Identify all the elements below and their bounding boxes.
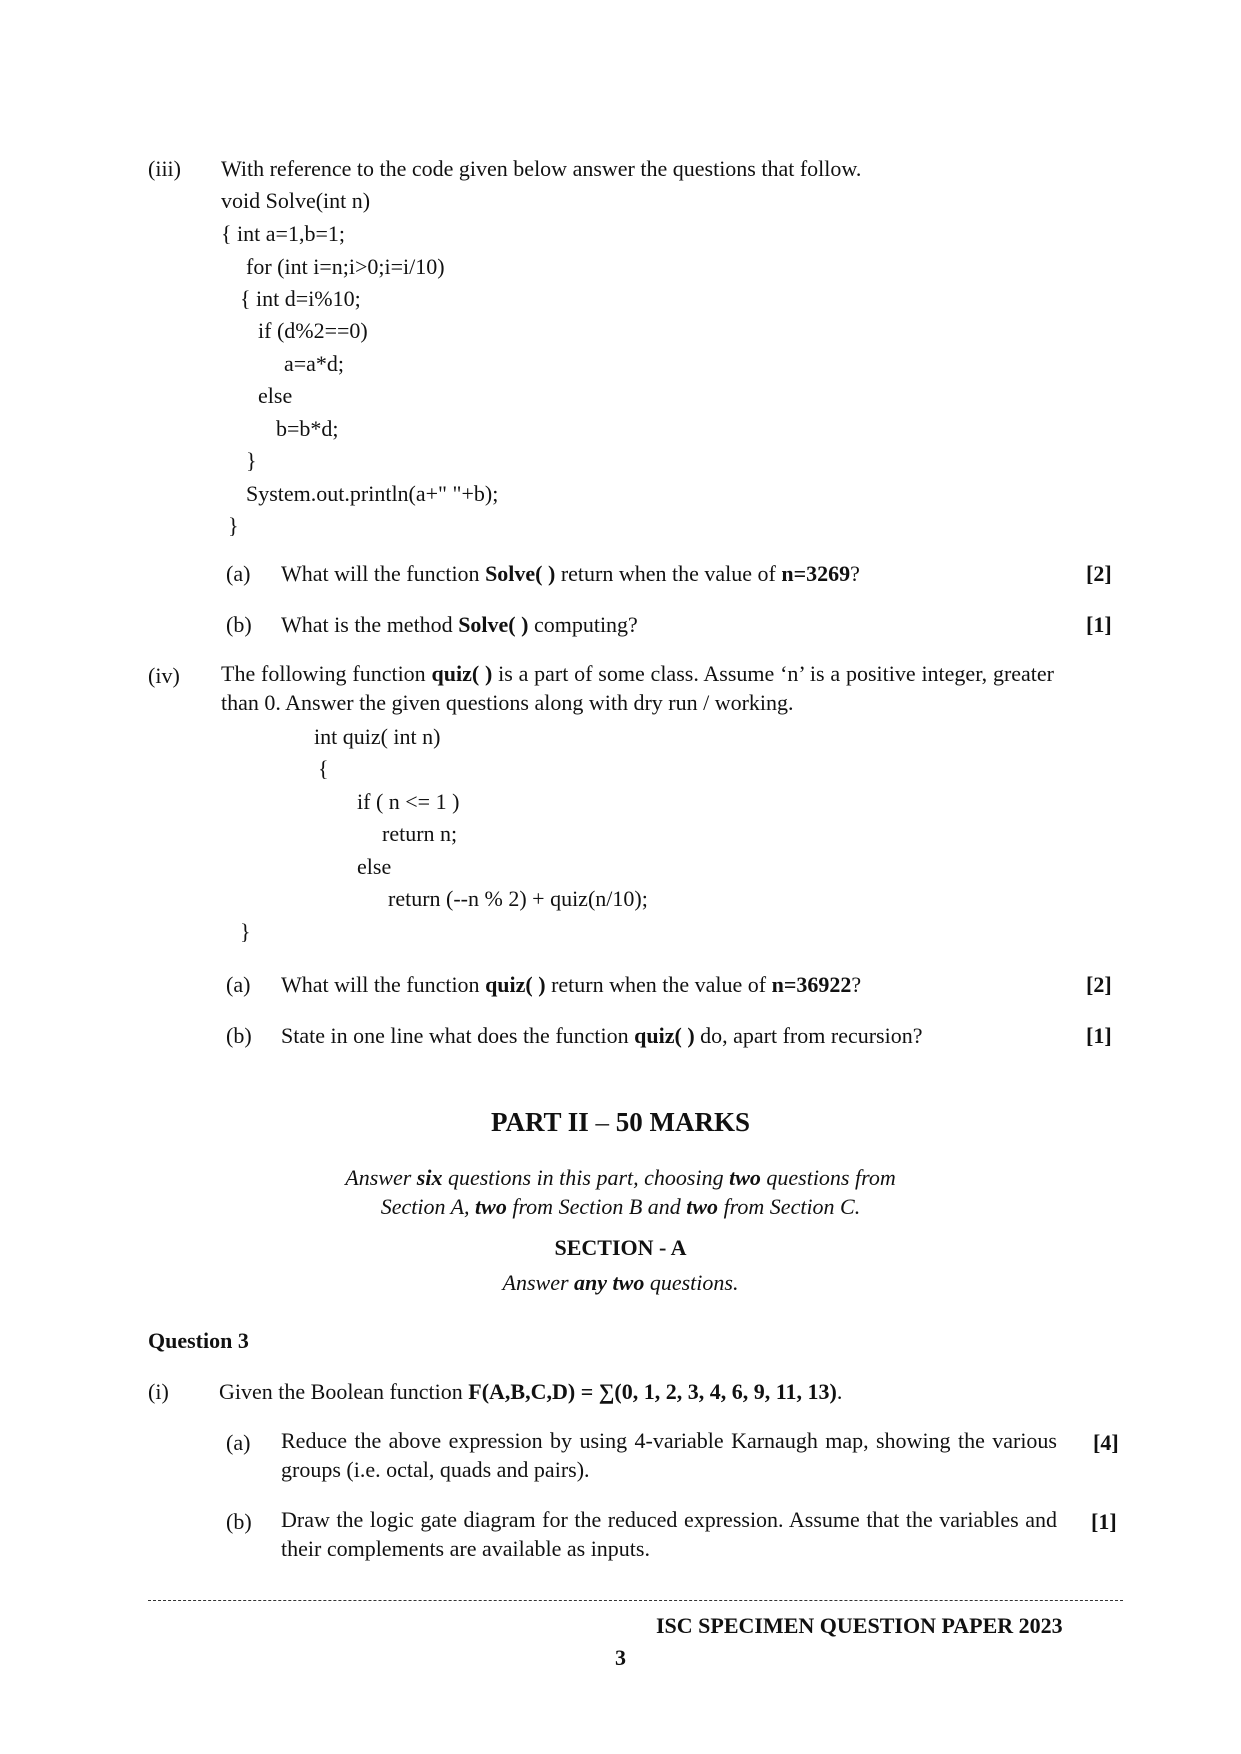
subquestion-label: (a) (226, 972, 251, 997)
question-heading: Question 3 (148, 1328, 249, 1353)
marks: [2] (1086, 972, 1112, 997)
subquestion-text: What will the function quiz( ) return when the value of n=36922? (281, 972, 862, 997)
footer-divider (148, 1600, 1123, 1601)
marks: [1] (1091, 1509, 1117, 1534)
subquestion-label: (b) (226, 1509, 252, 1534)
code-line: void Solve(int n) (221, 188, 371, 213)
question-text: Given the Boolean function F(A,B,C,D) = ∑(0, 1, 2, 3, 4, 6, 9, 11, 13). (219, 1379, 843, 1404)
code-line: { int a=1,b=1; (221, 221, 345, 246)
question-number: (i) (148, 1379, 169, 1404)
code-line: a=a*d; (284, 351, 345, 376)
footer-title: ISC SPECIMEN QUESTION PAPER 2023 (656, 1613, 1063, 1638)
question-intro: With reference to the code given below answer the questions that follow. (221, 156, 862, 181)
subquestion-text: What is the method Solve( ) computing? (281, 612, 638, 637)
code-line: else (357, 854, 392, 879)
code-line: for (int i=n;i>0;i=i/10) (246, 254, 445, 279)
question-number: (iii) (148, 156, 181, 181)
page-number: 3 (615, 1645, 626, 1670)
part-instructions-line2: Section A, two from Section B and two from Section C. (380, 1194, 861, 1219)
code-line: else (258, 383, 293, 408)
section-instructions: Answer any two questions. (502, 1270, 739, 1295)
code-line: if (d%2==0) (258, 318, 368, 343)
code-line: } (228, 513, 239, 538)
subquestion-text: State in one line what does the function quiz( ) do, apart from recursion? (281, 1023, 923, 1048)
code-line: } (246, 448, 257, 473)
marks: [1] (1086, 612, 1112, 637)
marks: [1] (1086, 1023, 1112, 1048)
code-line: { (318, 756, 329, 781)
marks: [4] (1093, 1430, 1119, 1455)
question-number: (iv) (148, 663, 180, 688)
marks: [2] (1086, 561, 1112, 586)
subquestion-label: (a) (226, 1430, 251, 1455)
subquestion-text: Draw the logic gate diagram for the reduced expression. Assume that the variables and their complements are available as inputs. (281, 1507, 1057, 1561)
code-line: int quiz( int n) (314, 724, 441, 749)
code-line: System.out.println(a+" "+b); (246, 481, 499, 506)
subquestion-label: (a) (226, 561, 251, 586)
question-intro: The following function quiz( ) is a part of some class. Assume ‘n’ is a positive integer, greater than 0. Answer the given questions along with dry run / working. (221, 661, 1055, 715)
code-line: if ( n <= 1 ) (357, 789, 460, 814)
subquestion-label: (b) (226, 612, 252, 637)
part-title: PART II – 50 MARKS (490, 1107, 751, 1137)
subquestion-text: Reduce the above expression by using 4-variable Karnaugh map, showing the various groups (i.e. octal, quads and pairs). (281, 1428, 1057, 1482)
part-instructions-line1: Answer six questions in this part, choosing two questions from (345, 1165, 896, 1190)
code-line: return (--n % 2) + quiz(n/10); (388, 886, 648, 911)
code-line: return n; (382, 821, 458, 846)
code-line: b=b*d; (276, 416, 339, 441)
subquestion-text: What will the function Solve( ) return when the value of n=3269? (281, 561, 860, 586)
section-title: SECTION - A (554, 1235, 687, 1260)
code-line: } (240, 919, 251, 944)
subquestion-label: (b) (226, 1023, 252, 1048)
code-line: { int d=i%10; (240, 286, 361, 311)
